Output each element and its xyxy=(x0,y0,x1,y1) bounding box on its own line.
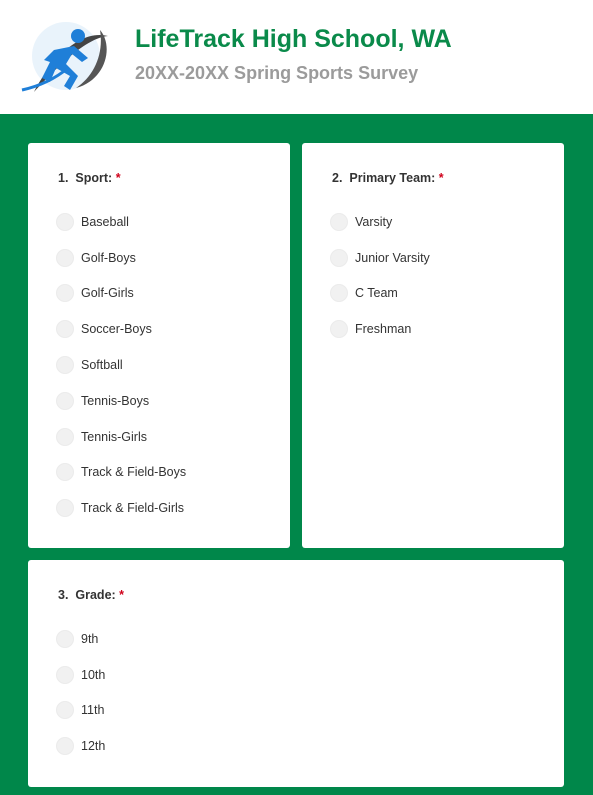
option-tennis-girls[interactable] xyxy=(56,419,186,455)
team-options xyxy=(330,204,430,347)
option-label: C Team xyxy=(355,286,398,301)
option-c-team[interactable] xyxy=(330,276,430,312)
question-number: 1. xyxy=(58,171,69,185)
option-9th[interactable] xyxy=(56,621,105,657)
option-soccer-boys[interactable] xyxy=(56,311,186,347)
question-text: Primary Team: xyxy=(349,171,436,185)
radio-button[interactable] xyxy=(330,213,348,231)
option-track-field-boys[interactable] xyxy=(56,455,186,491)
option-label: Track & Field-Girls xyxy=(81,501,185,516)
radio-button[interactable] xyxy=(330,249,348,267)
radio-button[interactable] xyxy=(56,463,74,481)
option-label: Golf-Boys xyxy=(81,250,136,265)
option-11th[interactable] xyxy=(56,693,105,729)
question-label-sport xyxy=(58,171,121,185)
option-10th[interactable] xyxy=(56,657,105,693)
option-label: 12th xyxy=(81,739,106,754)
radio-button[interactable] xyxy=(56,356,74,374)
question-text: Grade: xyxy=(75,588,116,602)
option-label: Varsity xyxy=(355,214,393,229)
radio-button[interactable] xyxy=(56,630,74,648)
option-junior-varsity[interactable] xyxy=(330,240,430,276)
option-label: Softball xyxy=(81,358,123,373)
survey-title: 20XX-20XX Spring Sports Survey xyxy=(135,63,419,83)
radio-button[interactable] xyxy=(56,666,74,684)
question-label-grade xyxy=(58,588,124,602)
option-varsity[interactable] xyxy=(330,204,430,240)
required-marker: * xyxy=(119,588,125,602)
option-label: Tennis-Boys xyxy=(81,393,150,408)
option-label: Freshman xyxy=(355,322,412,337)
option-label: 11th xyxy=(81,703,105,718)
option-golf-girls[interactable] xyxy=(56,276,186,312)
option-label: 9th xyxy=(81,631,99,646)
option-softball[interactable] xyxy=(56,347,186,383)
required-marker: * xyxy=(438,171,444,185)
question-card-grade xyxy=(28,560,564,787)
option-baseball[interactable] xyxy=(56,204,186,240)
radio-button[interactable] xyxy=(56,284,74,302)
radio-button[interactable] xyxy=(330,284,348,302)
option-label: Golf-Girls xyxy=(81,286,134,301)
radio-button[interactable] xyxy=(56,737,74,755)
radio-button[interactable] xyxy=(56,320,74,338)
option-tennis-boys[interactable] xyxy=(56,383,186,419)
radio-button[interactable] xyxy=(56,392,74,410)
option-label: Tennis-Girls xyxy=(81,429,147,444)
radio-button[interactable] xyxy=(56,249,74,267)
survey-form xyxy=(0,114,593,795)
option-track-field-girls[interactable] xyxy=(56,490,186,526)
option-label: Soccer-Boys xyxy=(81,322,152,337)
question-label-team xyxy=(332,171,444,185)
option-golf-boys[interactable] xyxy=(56,240,186,276)
required-marker: * xyxy=(115,171,121,185)
running-figure-logo-icon xyxy=(16,18,112,96)
sport-options xyxy=(56,204,186,526)
question-card-sport xyxy=(28,143,290,548)
radio-button[interactable] xyxy=(56,499,74,517)
option-label: Junior Varsity xyxy=(355,250,430,265)
question-number: 3. xyxy=(58,588,69,602)
header xyxy=(0,0,593,114)
radio-button[interactable] xyxy=(56,428,74,446)
option-label: 10th xyxy=(81,667,106,682)
radio-button[interactable] xyxy=(56,213,74,231)
grade-options xyxy=(56,621,105,764)
question-text: Sport: xyxy=(75,171,113,185)
option-label: Track & Field-Boys xyxy=(81,465,187,480)
radio-button[interactable] xyxy=(56,701,74,719)
school-name: LifeTrack High School, WA xyxy=(135,25,452,53)
option-12th[interactable] xyxy=(56,728,105,764)
radio-button[interactable] xyxy=(330,320,348,338)
question-number: 2. xyxy=(332,171,343,185)
option-label: Baseball xyxy=(81,214,129,229)
question-card-team xyxy=(302,143,564,548)
option-freshman[interactable] xyxy=(330,311,430,347)
